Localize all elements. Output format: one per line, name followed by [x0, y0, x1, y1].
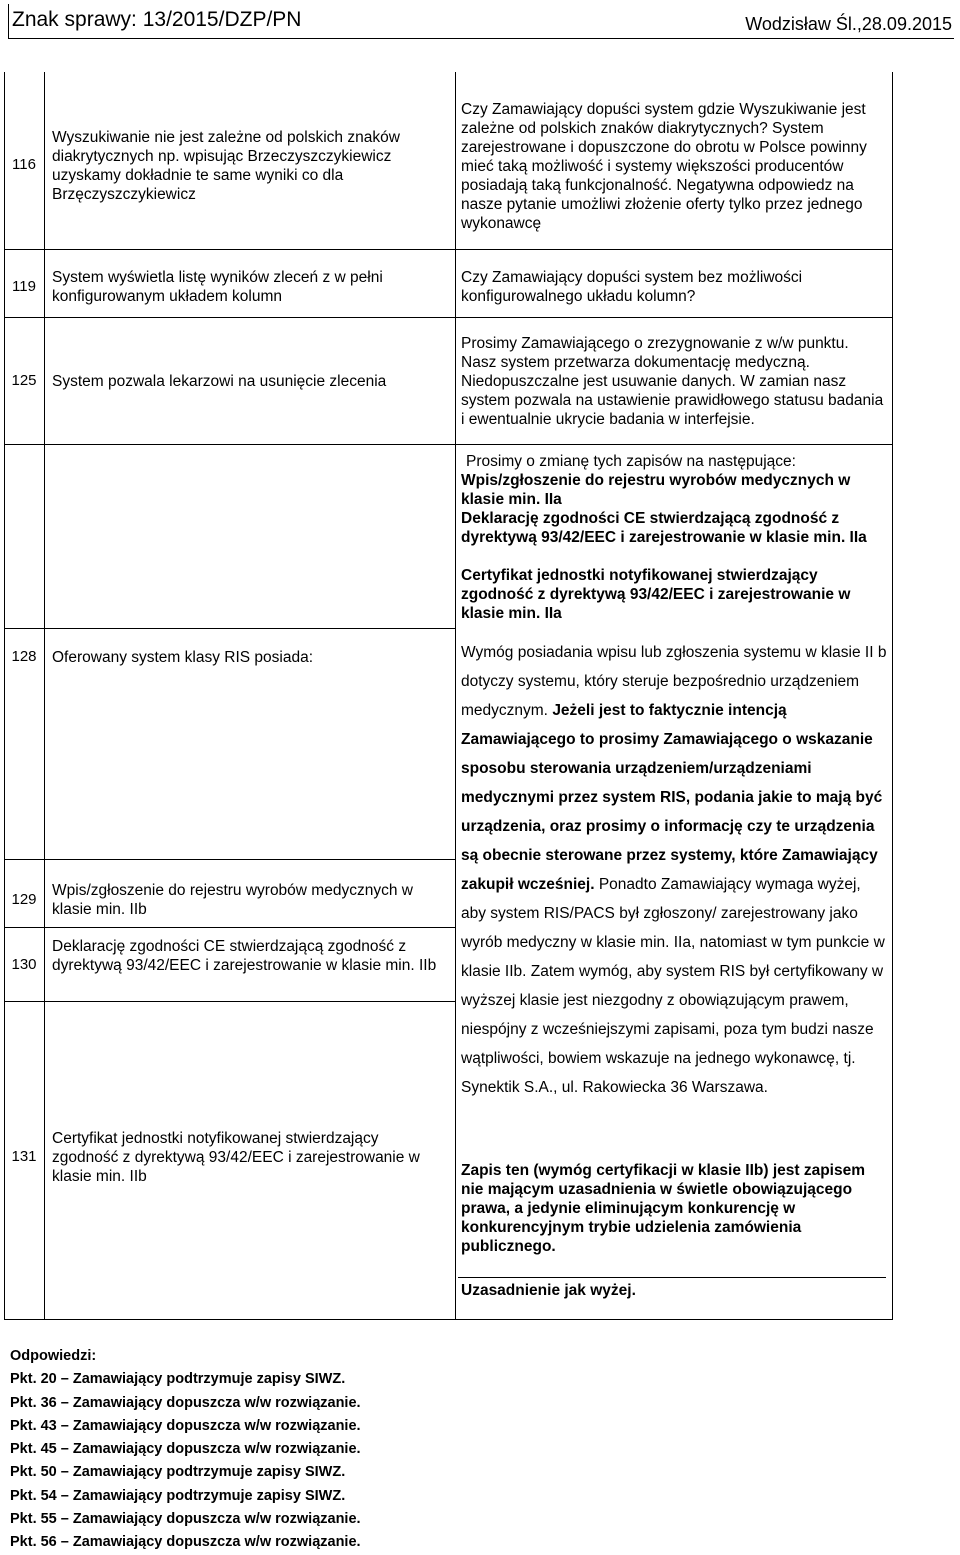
header-rule [8, 38, 954, 39]
row-128-question [461, 638, 889, 1102]
table-border-right [892, 72, 893, 1320]
row-119-number: 119 [12, 278, 36, 295]
row-128-conclusion: Zapis ten (wymóg certyfikacji w klasie IIb) jest zapisem nie mającym uzasadnienia w świetle obowiązującego prawa, a jedynie eliminującym konkurencję w konkurencyjnym trybie udzielenia zamówienia publicznego. [461, 1162, 866, 1255]
row-128-question-part-2: Jeżeli jest to faktycznie intencją Zamawiającego to prosimy Zamawiającego o wskazanie sposobu sterowania urządzeniem/urządzeniami medycznymi przez system RIS, podania jakie to mają być urządzenia, oraz prosimy o informację czy te urządzenia są obecnie sterowane przez systemy, które Zamawiający zakupił wcześniej. [461, 702, 883, 893]
row-119-requirement: System wyświetla listę wyników zleceń z w pełni konfigurowanym układem kolumn [52, 269, 383, 305]
justification-rule [458, 1277, 886, 1278]
row-separator [4, 628, 455, 629]
change-request-item-1: Wpis/zgłoszenie do rejestru wyrobów medycznych w klasie min. IIa [461, 472, 851, 508]
row-125-requirement: System pozwala lekarzowi na usunięcie zlecenia [52, 373, 387, 390]
row-128-requirement: Oferowany system klasy RIS posiada: [52, 649, 314, 666]
row-separator [4, 1001, 455, 1002]
row-130-number: 130 [11, 956, 37, 973]
change-request-item-2: Deklarację zgodności CE stwierdzającą zgodność z dyrektywą 93/42/EEC i zarejestrowanie w klasie min. IIa [461, 510, 867, 546]
answer-item: Pkt. 36 – Zamawiający dopuszcza w/w rozwiązanie. [10, 1394, 361, 1411]
answers-title: Odpowiedzi: [10, 1348, 97, 1364]
table-col-divider-1 [44, 72, 45, 1320]
table-border-left [4, 72, 5, 1320]
row-128-question-part-1: Wymóg posiadania wpisu lub zgłoszenia systemu w klasie II b dotyczy systemu, który steruje bezpośrednio urządzeniem medycznym. [461, 644, 887, 719]
row-128-question-part-3: Ponadto Zamawiający wymaga wyżej, aby system RIS/PACS był zgłoszony/ zarejestrowany jako wyrób medyczny w klasie min. IIa, natomiast w tym punkcie w klasie IIb. Zatem wymóg, aby system RIS był certyfikowany w wyższej klasie jest niezgodny z obowiązującym prawem, niespójny z wcześniejszymi zapisami, poza tym budzi nasze wątpliwości, bowiem wskazuje na jednego wykonawcę, tj. Synektik S.A., ul. Rakowiecka 36 Warszawa. [461, 876, 885, 1096]
case-number: Znak sprawy: 13/2015/DZP/PN [12, 8, 302, 31]
row-129-number: 129 [11, 891, 37, 908]
row-119-question: Czy Zamawiający dopuści system bez możliwości konfigurowalnego układu kolumn? [461, 269, 803, 305]
page-header [0, 0, 960, 48]
row-separator [4, 444, 893, 445]
answer-item: Pkt. 45 – Zamawiający dopuszcza w/w rozwiązanie. [10, 1441, 361, 1458]
row-116-requirement: Wyszukiwanie nie jest zależne od polskich znaków diakrytycznych np. wpisując Brzeczyszczykiewicz uzyskamy dokładnie te same wyniki co dla Brzęczyszczykiewicz [52, 129, 400, 203]
row-129-requirement: Wpis/zgłoszenie do rejestru wyrobów medycznych w klasie min. IIb [52, 882, 413, 918]
row-separator [4, 927, 455, 928]
row-131-requirement: Certyfikat jednostki notyfikowanej stwierdzający zgodność z dyrektywą 93/42/EEC i zarejestrowanie w klasie min. IIb [52, 1130, 420, 1185]
answer-item: Pkt. 50 – Zamawiający podtrzymuje zapisy SIWZ. [10, 1464, 346, 1481]
row-130-requirement: Deklarację zgodności CE stwierdzającą zgodność z dyrektywą 93/42/EEC i zarejestrowanie w klasie min. IIb [52, 938, 437, 974]
answer-item: Pkt. 43 – Zamawiający dopuszcza w/w rozwiązanie. [10, 1417, 361, 1434]
change-request-intro: Prosimy o zmianę tych zapisów na następujące: [466, 453, 796, 470]
row-separator [4, 249, 893, 250]
place-date: Wodzisław Śl.,28.09.2015 [745, 14, 952, 34]
answers-section [10, 1345, 361, 1555]
row-131-number: 131 [11, 1148, 37, 1165]
row-125-number: 125 [11, 372, 37, 389]
row-128-number: 128 [11, 648, 37, 665]
row-128-justification: Uzasadnienie jak wyżej. [461, 1282, 636, 1299]
table-col-divider-2 [455, 72, 456, 1320]
table-border-bottom [4, 1319, 893, 1320]
row-125-question: Prosimy Zamawiającego o zrezygnowanie z w/w punktu. Nasz system przetwarza dokumentację medyczną. Niedopuszczalne jest usuwanie danych. W zamian nasz system pozwala na ustawienie prawidłowego statusu badania i ewentualnie ukrycie badania w interfejsie. [461, 335, 884, 428]
answer-item: Pkt. 55 – Zamawiający dopuszcza w/w rozwiązanie. [10, 1511, 361, 1528]
answer-item: Pkt. 20 – Zamawiający podtrzymuje zapisy SIWZ. [10, 1371, 346, 1388]
row-separator [4, 317, 893, 318]
header-bar [8, 4, 9, 38]
row-separator [4, 859, 455, 860]
row-116-number: 116 [12, 156, 36, 173]
answer-item: Pkt. 54 – Zamawiający podtrzymuje zapisy SIWZ. [10, 1487, 346, 1504]
row-116-question: Czy Zamawiający dopuści system gdzie Wyszukiwanie jest zależne od polskich znaków diakrytycznych? System zarejestrowane i dopuszczone do obrotu w Polsce powinny mieć taką możliwość i systemy większości producentów posiadają taką funkcjonalność. Negatywna odpowiedz na nasze pytanie umożliwi złożenie oferty tylko przez jednego wykonawcę [461, 101, 867, 232]
questions-table [4, 72, 894, 1320]
answer-item: Pkt. 56 – Zamawiający dopuszcza w/w rozwiązanie. [10, 1534, 361, 1551]
change-request-item-3: Certyfikat jednostki notyfikowanej stwierdzający zgodność z dyrektywą 93/42/EEC i zarejestrowanie w klasie min. IIa [461, 567, 851, 622]
